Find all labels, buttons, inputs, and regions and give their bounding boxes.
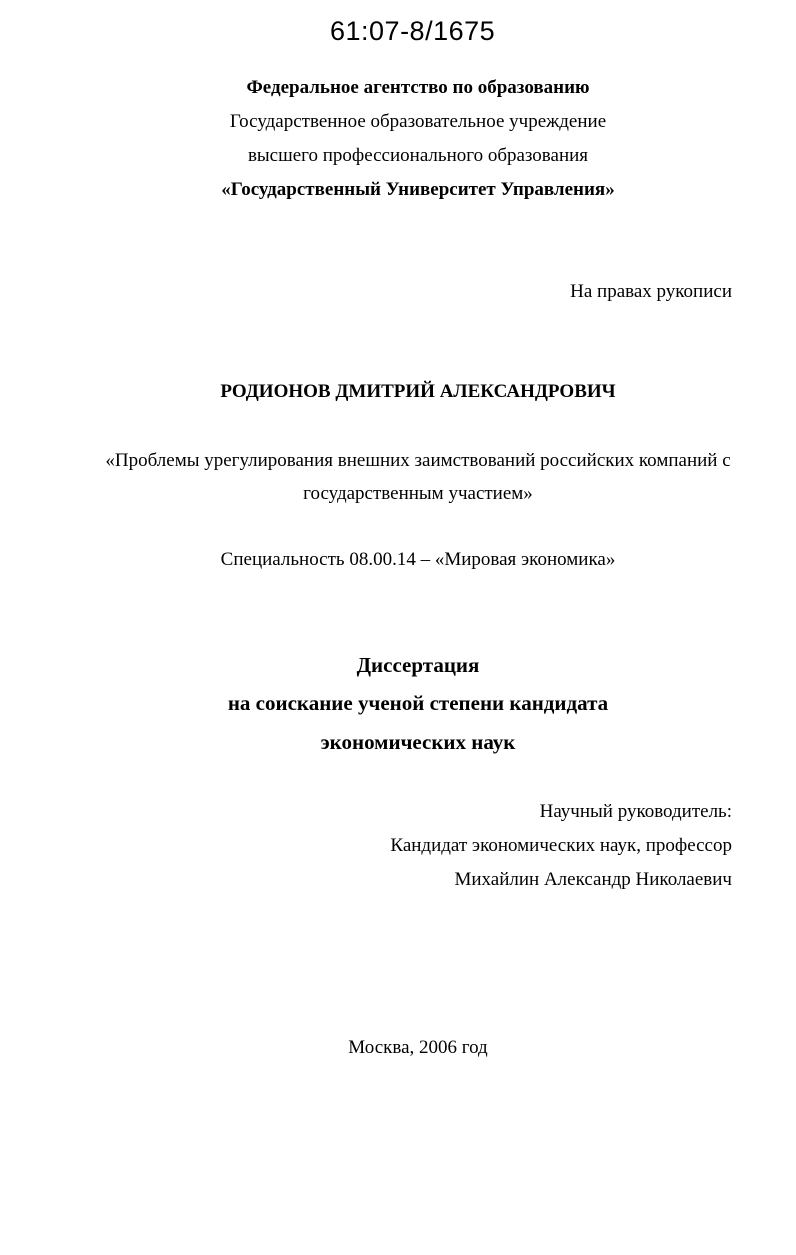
place-and-year: Москва, 2006 год bbox=[348, 1037, 488, 1058]
institution-type: Государственное образовательное учреждение bbox=[229, 111, 607, 132]
supervisor-name: Михайлин Александр Николаевич bbox=[454, 869, 732, 890]
dissertation-title-line-1: «Проблемы урегулирования внешних заимствований российских компаний с bbox=[105, 450, 731, 471]
archive-stamp-number: 61:07-8/1675 bbox=[330, 16, 496, 46]
university-name: «Государственный Университет Управления» bbox=[221, 179, 615, 200]
agency-name: Федеральное агентство по образованию bbox=[246, 77, 590, 98]
supervisor-rank: Кандидат экономических наук, профессор bbox=[390, 835, 732, 856]
specialty: Специальность 08.00.14 – «Мировая экономика» bbox=[220, 549, 616, 570]
education-level: высшего профессионального образования bbox=[247, 145, 589, 166]
dissertation-title-line-2: государственным участием» bbox=[303, 483, 533, 504]
supervisor-label: Научный руководитель: bbox=[539, 801, 732, 822]
degree-line-2: на соискание ученой степени кандидата bbox=[227, 691, 609, 715]
manuscript-note: На правах рукописи bbox=[570, 281, 732, 302]
author-name: РОДИОНОВ ДМИТРИЙ АЛЕКСАНДРОВИЧ bbox=[220, 381, 616, 402]
degree-title: Диссертация bbox=[356, 653, 480, 677]
degree-line-3: экономических наук bbox=[320, 730, 516, 754]
